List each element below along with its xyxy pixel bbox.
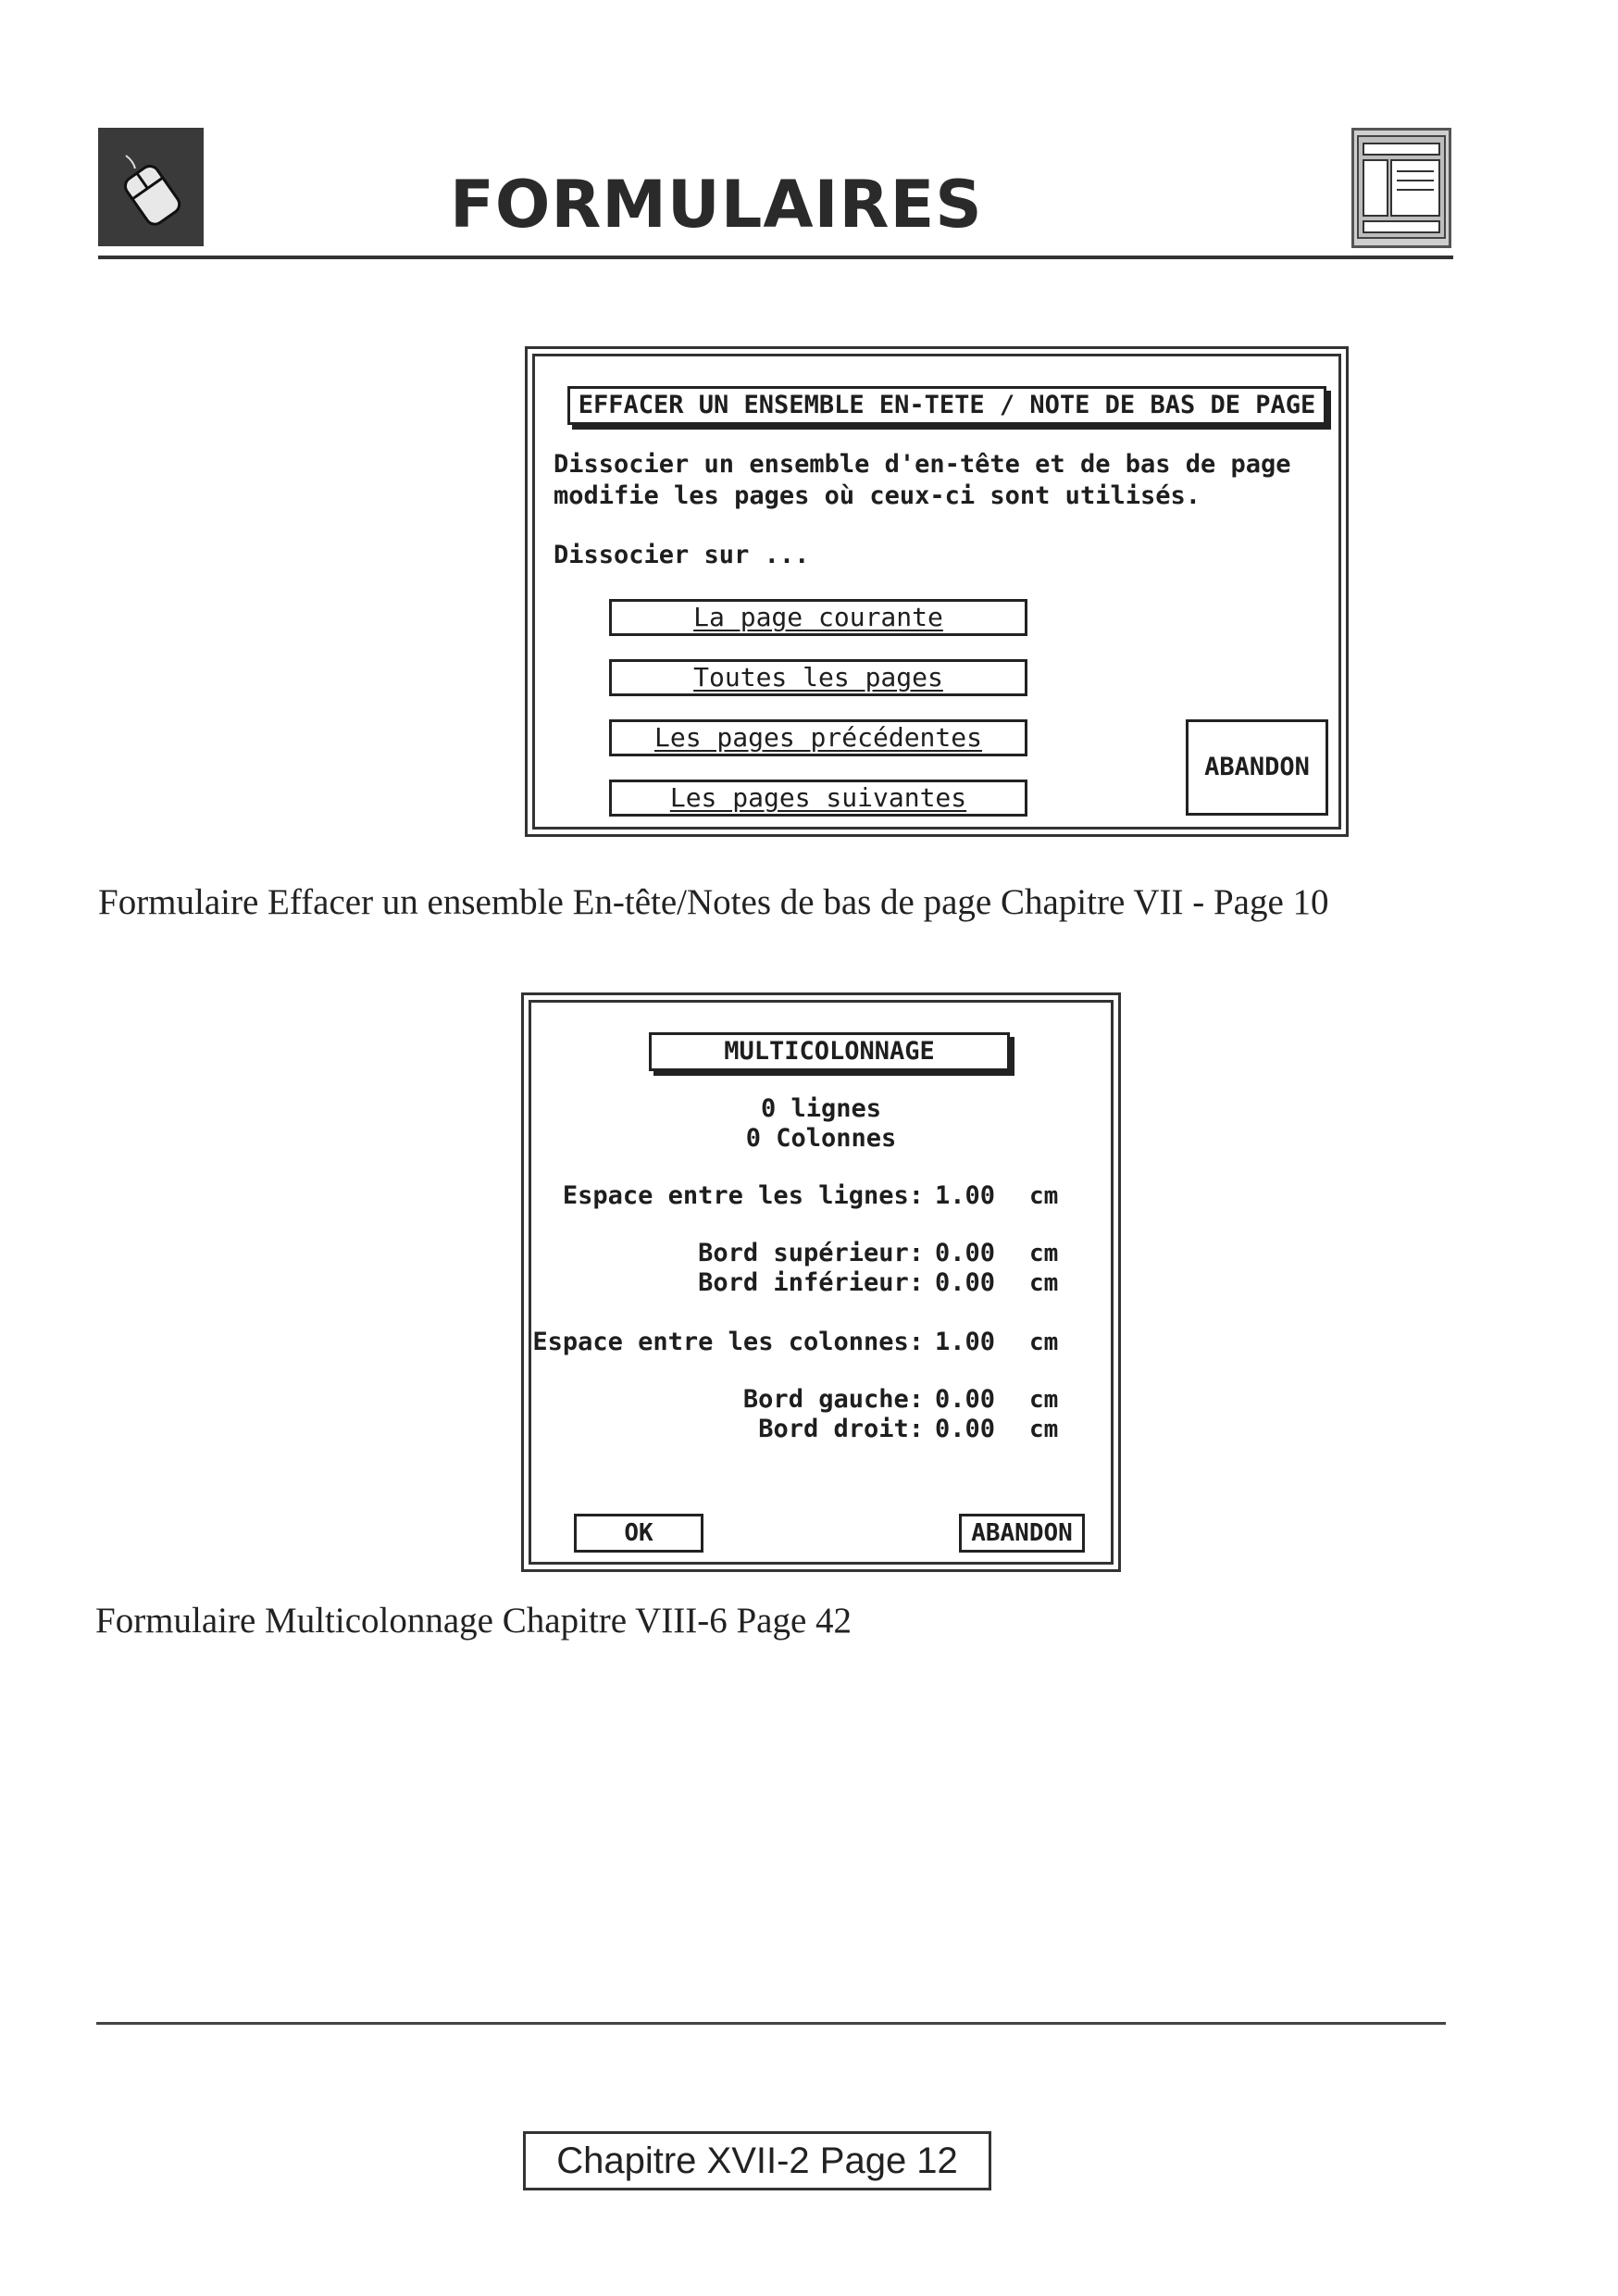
ok-button[interactable]: OK	[574, 1514, 703, 1553]
dialog-inner-frame	[532, 354, 1341, 830]
all-pages-button[interactable]: Toutes les pages	[609, 659, 1027, 696]
top-margin-unit: cm	[1029, 1240, 1059, 1267]
line-spacing-label: Espace entre les lignes:	[562, 1181, 924, 1210]
erase-header-footer-dialog	[525, 346, 1349, 837]
next-pages-button[interactable]: Les pages suivantes	[609, 780, 1027, 817]
page-title: FORMULAIRES	[450, 167, 983, 243]
left-margin-value[interactable]: 0.00	[935, 1385, 996, 1414]
columns-count: 0 Colonnes	[745, 1124, 897, 1153]
page-reference: Chapitre XVII-2 Page 12	[523, 2131, 991, 2190]
current-page-button[interactable]: La page courante	[609, 599, 1027, 636]
caption-erase-dialog: Formulaire Effacer un ensemble En-tête/Notes de bas de page Chapitre VII - Page 10	[98, 882, 1329, 922]
column-spacing-unit: cm	[1029, 1329, 1059, 1356]
mouse-icon	[98, 128, 204, 246]
screen-thumbnail-icon	[1351, 128, 1451, 248]
lines-count: 0 lignes	[760, 1094, 882, 1123]
right-margin-unit: cm	[1029, 1416, 1059, 1443]
right-margin-value[interactable]: 0.00	[935, 1415, 996, 1443]
column-spacing-label: Espace entre les colonnes:	[532, 1328, 924, 1356]
dialog-message-line2: modifie les pages où ceux-ci sont utilisés.	[554, 481, 1201, 510]
dialog-message-line1: Dissocier un ensemble d'en-tête et de bas de page	[554, 450, 1291, 479]
caption-multicolumn-dialog: Formulaire Multicolonnage Chapitre VIII-6 Page 42	[95, 1601, 853, 1641]
cancel-button[interactable]: ABANDON	[1186, 719, 1328, 816]
header-rule	[98, 256, 1453, 259]
dialog-title: MULTICOLONNAGE	[649, 1032, 1010, 1071]
multicolumn-dialog	[521, 992, 1121, 1572]
column-spacing-value[interactable]: 1.00	[935, 1328, 996, 1356]
footer-rule	[96, 2022, 1446, 2025]
bottom-margin-unit: cm	[1029, 1269, 1059, 1297]
right-margin-label: Bord droit:	[758, 1415, 924, 1443]
line-spacing-value[interactable]: 1.00	[935, 1181, 996, 1210]
top-margin-label: Bord supérieur:	[698, 1239, 924, 1267]
bottom-margin-label: Bord inférieur:	[698, 1268, 924, 1297]
line-spacing-unit: cm	[1029, 1182, 1059, 1210]
cancel-button[interactable]: ABANDON	[959, 1514, 1085, 1553]
bottom-margin-value[interactable]: 0.00	[935, 1268, 996, 1297]
left-margin-unit: cm	[1029, 1386, 1059, 1414]
dialog-prompt: Dissocier sur ...	[554, 541, 810, 569]
left-margin-label: Bord gauche:	[742, 1385, 924, 1414]
top-margin-value[interactable]: 0.00	[935, 1239, 996, 1267]
dialog-title: EFFACER UN ENSEMBLE EN-TETE / NOTE DE BAS DE PAGE	[567, 386, 1326, 425]
previous-pages-button[interactable]: Les pages précédentes	[609, 719, 1027, 756]
dialog-inner-frame	[529, 1000, 1114, 1565]
